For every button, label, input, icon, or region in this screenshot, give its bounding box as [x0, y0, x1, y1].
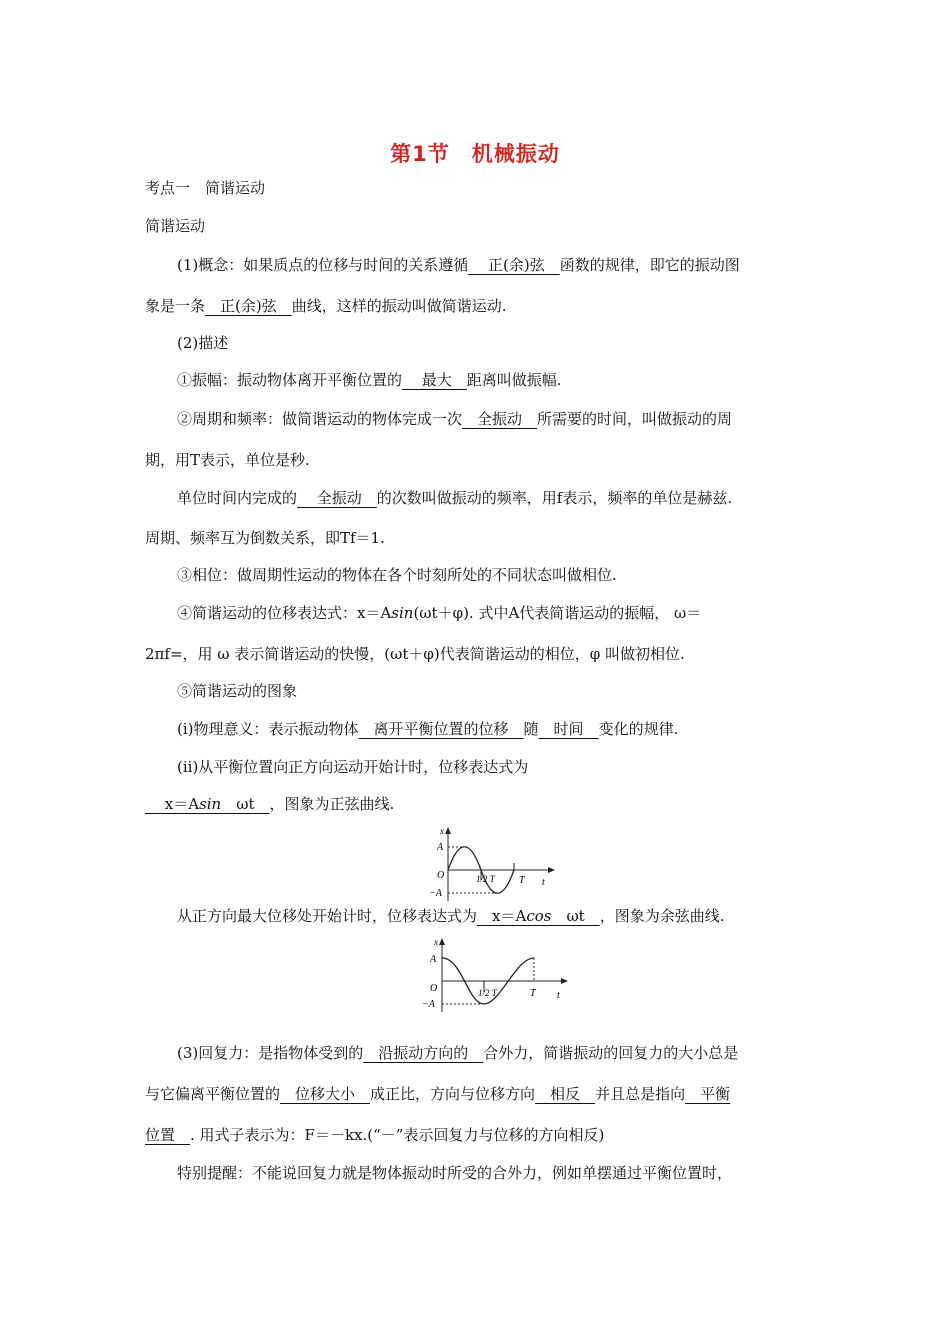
half-period-label: 1/2 T	[476, 874, 495, 884]
blank-answer: 最大	[402, 371, 467, 389]
text: 的次数叫做振动的频率，用f表示，频率的单位是赫兹.	[376, 489, 733, 507]
period-label: T	[530, 988, 536, 999]
t-axis-label: t	[542, 877, 545, 888]
concept-line-2	[145, 296, 507, 316]
frequency-line-1	[177, 488, 732, 508]
blank-answer: x＝Acos ωt	[477, 907, 600, 925]
blank-answer: 全振动	[462, 410, 538, 428]
blank-answer: 正(余)弦	[468, 256, 560, 274]
period-label: T	[519, 875, 525, 886]
x-axis-label: x	[440, 826, 444, 836]
restoring-line-3	[145, 1125, 604, 1145]
describe-heading: (2)描述	[177, 334, 229, 352]
text: (ⅰ)物理意义：表示振动物体	[177, 720, 359, 738]
x-axis-arrow	[561, 978, 568, 984]
blank-answer: 沿振动方向的	[363, 1044, 484, 1062]
text: 所需要的时间，叫做振动的周	[537, 410, 733, 428]
section-heading: 考点一 简谐运动	[145, 179, 266, 197]
sine-expression-line	[145, 794, 394, 814]
text: ，图象为正弦曲线.	[269, 795, 395, 813]
text: ，图象为余弦曲线.	[599, 907, 725, 925]
cosine-graph	[420, 936, 575, 1016]
blank-answer: 时间	[538, 720, 599, 738]
sine-start-line: (ⅱ)从平衡位置向正方向运动开始计时，位移表达式为	[177, 758, 529, 776]
text: 单位时间内完成的	[177, 489, 298, 507]
blank-answer: 离开平衡位置的位移	[358, 720, 524, 738]
x-axis-arrow	[548, 867, 555, 873]
text: sin	[391, 604, 414, 622]
subsection-heading: 简谐运动	[145, 217, 206, 235]
concept-line-1	[177, 255, 740, 275]
y-axis-arrow	[445, 827, 451, 834]
sine-graph	[420, 825, 560, 903]
expression-line-1	[177, 603, 701, 623]
text: (1)概念：如果质点的位移与时间的关系遵循	[177, 256, 469, 274]
restoring-line-2	[145, 1084, 730, 1104]
half-period-label: 1/2 T	[478, 988, 497, 998]
text: 从正方向最大位移处开始计时，位移表达式为	[177, 907, 478, 925]
special-note-line: 特别提醒：不能说回复力就是物体振动时所受的合外力，例如单摆通过平衡位置时，	[177, 1164, 733, 1182]
text: 合外力，简谐振动的回复力的大小总是	[483, 1044, 739, 1062]
amplitude-label: A	[437, 842, 444, 853]
text: 并且总是指向	[595, 1085, 686, 1103]
x-axis-label: x	[434, 937, 438, 947]
blank-answer: 全振动	[297, 489, 377, 507]
origin-label: O	[430, 983, 438, 994]
blank-answer: 平衡	[685, 1085, 731, 1103]
graph-heading: ⑤简谐运动的图象	[177, 682, 298, 700]
text: ②周期和频率：做简谐运动的物体完成一次	[177, 410, 463, 428]
t-axis-label: t	[557, 990, 560, 1001]
text: 距离叫做振幅.	[466, 371, 562, 389]
text: 函数的规律，即它的振动图	[559, 256, 740, 274]
text: (3)回复力：是指物体受到的	[177, 1044, 364, 1062]
neg-amplitude-label: −A	[422, 999, 435, 1010]
amplitude-line	[177, 370, 562, 390]
text: ①振幅：振动物体离开平衡位置的	[177, 371, 403, 389]
blank-answer: 相反	[535, 1085, 596, 1103]
page-title: 第1节 机械振动	[390, 142, 560, 166]
origin-label: O	[437, 870, 445, 881]
expression-line-2: 2πf=，用 ω 表示简谐运动的快慢，(ωt＋φ)代表简谐运动的相位，φ 叫做初相位.	[145, 645, 685, 663]
blank-answer: 位置	[145, 1126, 191, 1144]
period-line-1	[177, 409, 732, 429]
text: 曲线，这样的振动叫做简谐运动.	[291, 297, 507, 315]
period-line-2: 期，用T表示，单位是秒.	[145, 451, 310, 469]
y-axis-arrow	[439, 938, 445, 945]
text: . 用式子表示为：F＝－kx.(“－”表示回复力与位移的方向相反)	[190, 1126, 605, 1144]
frequency-line-2: 周期、频率互为倒数关系，即Tf＝1.	[145, 529, 385, 547]
phase-line: ③相位：做周期性运动的物体在各个时刻所处的不同状态叫做相位.	[177, 566, 617, 584]
blank-answer: 位移大小	[280, 1085, 371, 1103]
blank-answer: 正(余)弦	[205, 297, 292, 315]
restoring-line-1	[177, 1043, 738, 1063]
text: 随	[523, 720, 539, 738]
text: ④简谐运动的位移表达式：x＝A	[177, 604, 392, 622]
text: 变化的规律.	[598, 720, 679, 738]
neg-amplitude-label: −A	[429, 888, 442, 899]
cosine-expression-line	[177, 906, 725, 926]
blank-answer: x＝Asin ωt	[145, 795, 270, 813]
text: 象是一条	[145, 297, 206, 315]
amplitude-label: A	[430, 954, 437, 965]
text: (ωt＋φ). 式中A代表简谐运动的振幅， ω＝	[413, 604, 702, 622]
text: 与它偏离平衡位置的	[145, 1085, 281, 1103]
text: 成正比，方向与位移方向	[370, 1085, 536, 1103]
meaning-line	[177, 719, 678, 739]
